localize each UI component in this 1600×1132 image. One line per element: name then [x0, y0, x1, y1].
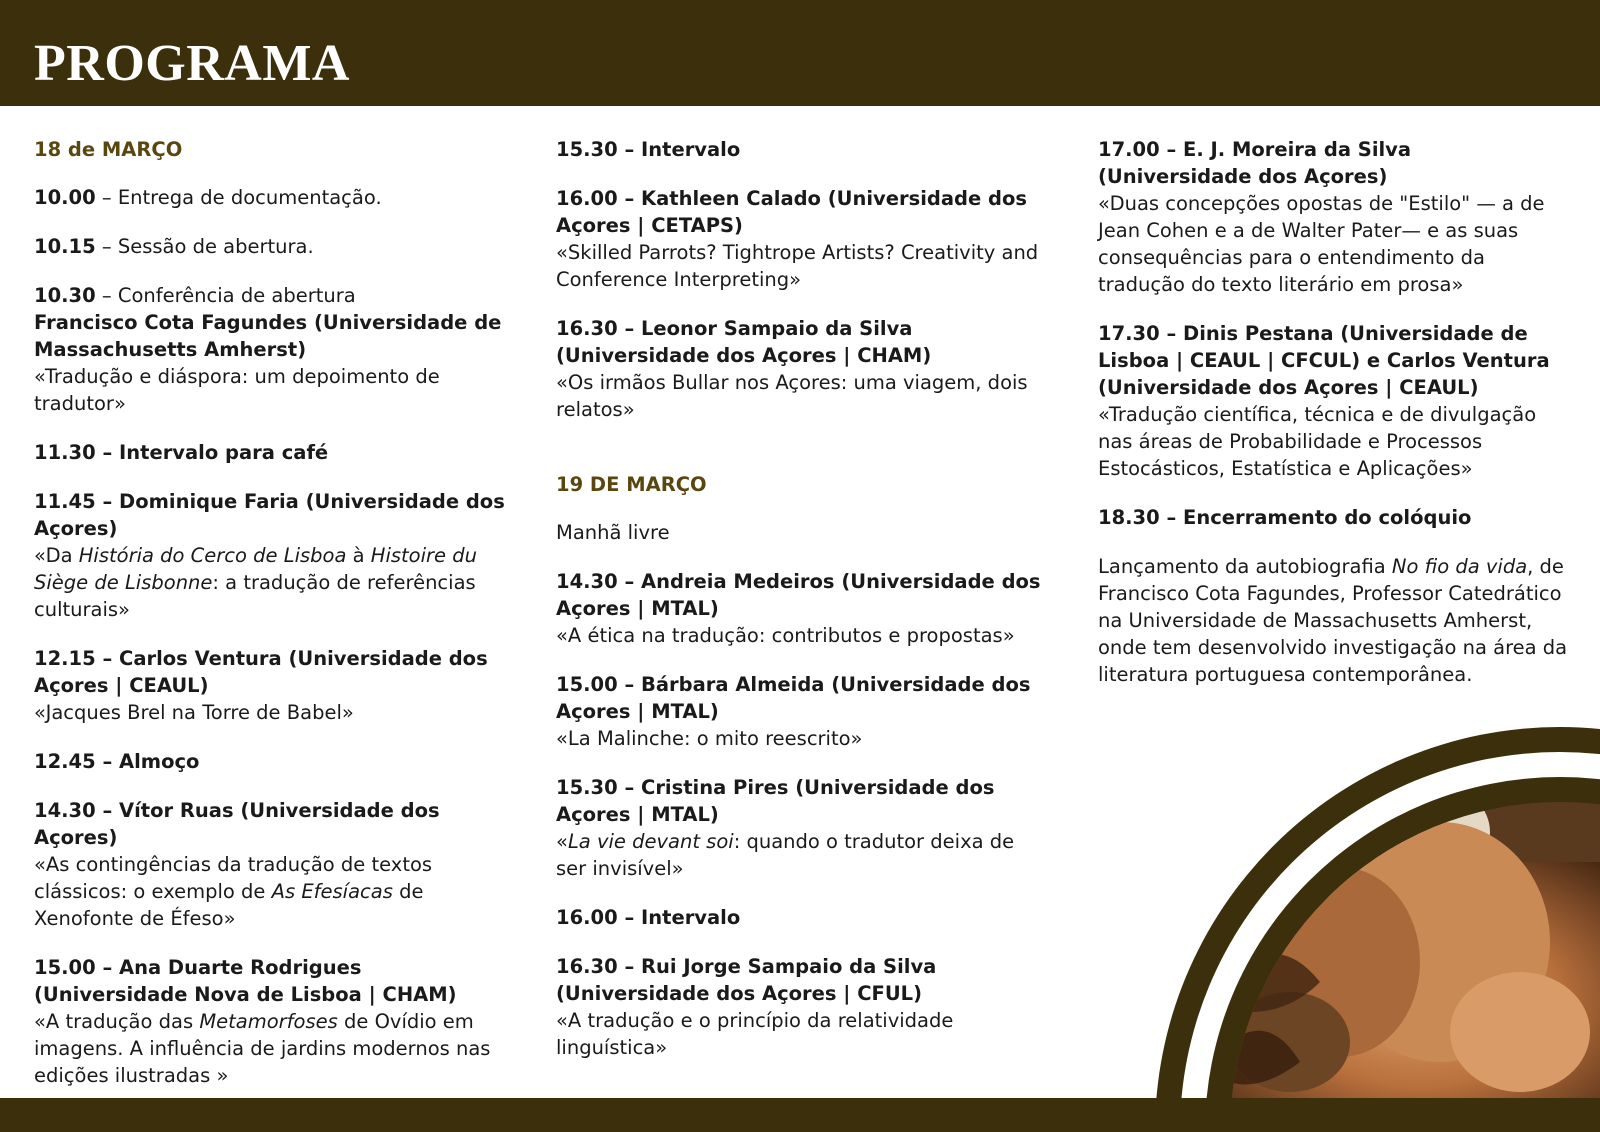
program-item: 14.30 – Andreia Medeiros (Universidade dos Açores | MTAL) «A ética na tradução: contributos e propostas» — [556, 568, 1044, 649]
talk-title: «Duas concepções opostas de "Estilo" — a de Jean Cohen e a de Walter Pater— e as suas consequências para o entendimento da tradução do texto literário em prosa» — [1098, 192, 1545, 296]
program-item: 12.15 – Carlos Ventura (Universidade dos Açores | CEAUL) «Jacques Brel na Torre de Babel» — [34, 645, 512, 726]
program-item: 15.00 – Bárbara Almeida (Universidade dos Açores | MTAL) «La Malinche: o mito reescrito» — [556, 671, 1044, 752]
program-item: 16.00 – Kathleen Calado (Universidade dos Açores | CETAPS) «Skilled Parrots? Tightrope Artists? Creativity and Conference Interpreting» — [556, 185, 1044, 293]
talk-title: «A tradução e o princípio da relatividade linguística» — [556, 1009, 954, 1059]
column-right — [1098, 136, 1568, 710]
program-item: 10.15 – Sessão de abertura. — [34, 235, 314, 258]
program-item: 11.30 – Intervalo para café — [34, 441, 329, 464]
program-item: 10.30 – Conferência de abertura Francisco Cota Fagundes (Universidade de Massachusetts Amherst) «Tradução e diáspora: um depoimento de tradutor» — [34, 282, 512, 417]
speaker: Francisco Cota Fagundes (Universidade de Massachusetts Amherst) — [34, 311, 502, 361]
talk-title: «As contingências da tradução de textos clássicos: o exemplo de As Efesíacas de Xenofonte de Éfeso» — [34, 853, 433, 930]
program-item: 16.00 – Intervalo — [556, 906, 741, 929]
program-item: 11.45 – Dominique Faria (Universidade dos Açores) «Da História do Cerco de Lisboa à Histoire du Siège de Lisbonne: a tradução de referências culturais» — [34, 488, 512, 623]
page-title: PROGRAMA — [34, 35, 350, 92]
day-heading: 19 DE MARÇO — [556, 473, 707, 496]
footer-bar — [0, 1098, 1600, 1132]
painting-illustration — [1140, 712, 1600, 1098]
program-item: 14.30 – Vítor Ruas (Universidade dos Açores) «As contingências da tradução de textos clássicos: o exemplo de As Efesíacas de Xenofonte de Éfeso» — [34, 797, 512, 932]
day-heading: 18 de MARÇO — [34, 138, 183, 161]
book-launch-note: Lançamento da autobiografia No fio da vida, de Francisco Cota Fagundes, Professor Catedrático na Universidade de Massachusetts Amherst, onde tem desenvolvido investigação na área da literatura portuguesa contemporânea. — [1098, 555, 1568, 686]
talk-title: «La vie devant soi: quando o tradutor deixa de ser invisível» — [556, 830, 1015, 880]
header-bar — [0, 0, 1600, 106]
program-item: 17.30 – Dinis Pestana (Universidade de Lisboa | CEAUL | CFCUL) e Carlos Ventura (Universidade dos Açores | CEAUL) «Tradução científica, técnica e de divulgação nas áreas de Probabilidade e Processos Estocásticos, Estatística e Aplicações» — [1098, 320, 1568, 482]
program-item: 10.00 – Entrega de documentação. — [34, 186, 382, 209]
program-item: 15.00 – Ana Duarte Rodrigues (Universidade Nova de Lisboa | CHAM) «A tradução das Metamorfoses de Ovídio em imagens. A influência de jardins modernos nas edições ilustradas » — [34, 954, 512, 1089]
program-item: 17.00 – E. J. Moreira da Silva (Universidade dos Açores) «Duas concepções opostas de "Estilo" — a de Jean Cohen e a de Walter Pater— e as suas consequências para o entendimento da tradução do texto literário em prosa» — [1098, 136, 1568, 298]
program-item: 16.30 – Leonor Sampaio da Silva (Universidade dos Açores | CHAM) «Os irmãos Bullar nos Açores: uma viagem, dois relatos» — [556, 315, 1044, 423]
column-day1 — [34, 136, 512, 1111]
talk-title: «Tradução e diáspora: um depoimento de tradutor» — [34, 365, 440, 415]
column-middle — [556, 136, 1044, 1083]
talk-title: «Os irmãos Bullar nos Açores: uma viagem, dois relatos» — [556, 371, 1028, 421]
program-item: 12.45 – Almoço — [34, 750, 200, 773]
decorative-painting — [1140, 712, 1600, 1098]
morning-note: Manhã livre — [556, 521, 670, 544]
talk-title: «Jacques Brel na Torre de Babel» — [34, 701, 354, 724]
talk-title: «Da História do Cerco de Lisboa à Histoire du Siège de Lisbonne: a tradução de referências culturais» — [34, 544, 477, 621]
talk-title: «A tradução das Metamorfoses de Ovídio em imagens. A influência de jardins modernos nas edições ilustradas » — [34, 1010, 491, 1087]
program-item: 18.30 – Encerramento do colóquio — [1098, 506, 1472, 529]
talk-title: «La Malinche: o mito reescrito» — [556, 727, 863, 750]
program-item: 16.30 – Rui Jorge Sampaio da Silva (Universidade dos Açores | CFUL) «A tradução e o princípio da relatividade linguística» — [556, 953, 1044, 1061]
talk-title: «Tradução científica, técnica e de divulgação nas áreas de Probabilidade e Processos Estocásticos, Estatística e Aplicações» — [1098, 403, 1537, 480]
program-item: 15.30 – Cristina Pires (Universidade dos Açores | MTAL) «La vie devant soi: quando o tradutor deixa de ser invisível» — [556, 774, 1044, 882]
talk-title: «Skilled Parrots? Tightrope Artists? Creativity and Conference Interpreting» — [556, 241, 1039, 291]
talk-title: «A ética na tradução: contributos e propostas» — [556, 624, 1015, 647]
program-item: 15.30 – Intervalo — [556, 138, 741, 161]
